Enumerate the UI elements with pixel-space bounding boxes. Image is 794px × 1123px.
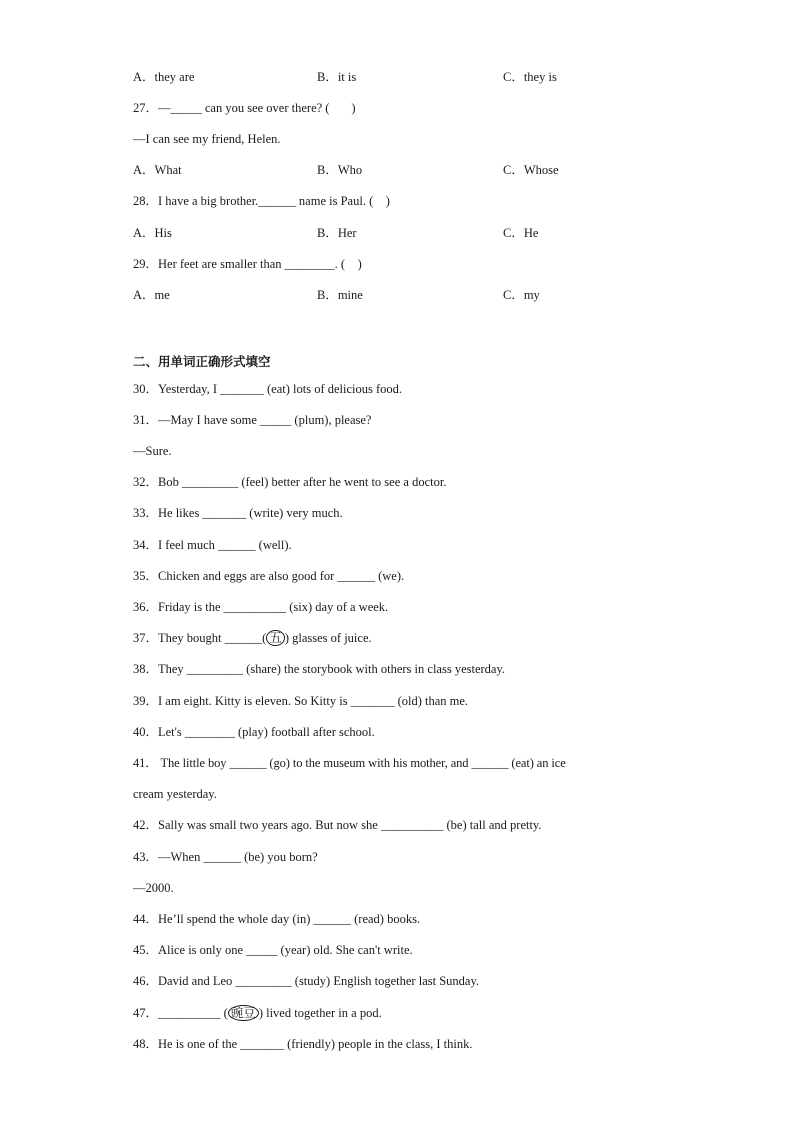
q28-option-b: B．Her [317, 226, 357, 240]
q29-option-a: A．me [133, 288, 170, 302]
q31: 31．—May I have some _____ (plum), please? [133, 413, 372, 427]
q47-lead: 47．__________ ( [133, 1006, 228, 1020]
q37-lead: 37．They bought ______( [133, 631, 267, 645]
q26-option-b: B．it is [317, 70, 357, 84]
q47-chinese-hint: 豌豆 [228, 1005, 259, 1021]
q37-chinese-hint: 五 [266, 630, 285, 646]
q28-question: 28．I have a big brother.______ name is Paul. ( ) [133, 194, 390, 208]
q41-continued: cream yesterday. [133, 787, 217, 801]
q33: 33．He likes _______ (write) very much. [133, 506, 343, 520]
q28-option-c: C．He [503, 226, 539, 240]
q39: 39．I am eight. Kitty is eleven. So Kitty is _______ (old) than me. [133, 694, 469, 708]
q29-option-c: C．my [503, 288, 540, 302]
q46: 46．David and Leo _________ (study) English together last Sunday. [133, 974, 480, 988]
q30: 30．Yesterday, I _______ (eat) lots of delicious food. [133, 382, 403, 396]
q37-tail: ) glasses of juice. [284, 631, 372, 645]
q41: 41． The little boy ______ (go) to the museum with his mother, and ______ (eat) an ice [133, 756, 566, 770]
section-heading: 二、用单词正确形式填空 [133, 354, 271, 369]
q29-option-b: B．mine [317, 288, 363, 302]
q42: 42．Sally was small two years ago. But now she __________ (be) tall and pretty. [133, 818, 542, 832]
q35: 35．Chicken and eggs are also good for ______ (we). [133, 569, 405, 583]
q28-option-a: A．His [133, 226, 172, 240]
q37 [133, 630, 372, 646]
q48: 48．He is one of the _______ (friendly) people in the class, I think. [133, 1037, 473, 1051]
q43-answer: —2000. [133, 881, 174, 895]
q34: 34．I feel much ______ (well). [133, 538, 292, 552]
q29-question: 29．Her feet are smaller than ________. ( ) [133, 257, 362, 271]
q26-option-c: C．they is [503, 70, 557, 84]
q27-dialogue: —I can see my friend, Helen. [133, 132, 281, 146]
q40: 40．Let's ________ (play) football after school. [133, 725, 375, 739]
q27-option-b: B．Who [317, 163, 363, 177]
q27-option-a: A．What [133, 163, 182, 177]
q27-option-c: C．Whose [503, 163, 559, 177]
q31-answer: —Sure. [133, 444, 172, 458]
q36: 36．Friday is the __________ (six) day of a week. [133, 600, 389, 614]
q26-option-a: A．they are [133, 70, 195, 84]
q38: 38．They _________ (share) the storybook with others in class yesterday. [133, 662, 506, 676]
q27-question: 27．—_____ can you see over there? ( ) [133, 101, 356, 115]
q47 [133, 1005, 382, 1021]
q45: 45．Alice is only one _____ (year) old. She can't write. [133, 943, 413, 957]
q47-tail: ) lived together in a pod. [258, 1006, 382, 1020]
q43: 43．—When ______ (be) you born? [133, 850, 318, 864]
q44: 44．He’ll spend the whole day (in) ______ (read) books. [133, 912, 421, 926]
q32: 32．Bob _________ (feel) better after he went to see a doctor. [133, 475, 447, 489]
